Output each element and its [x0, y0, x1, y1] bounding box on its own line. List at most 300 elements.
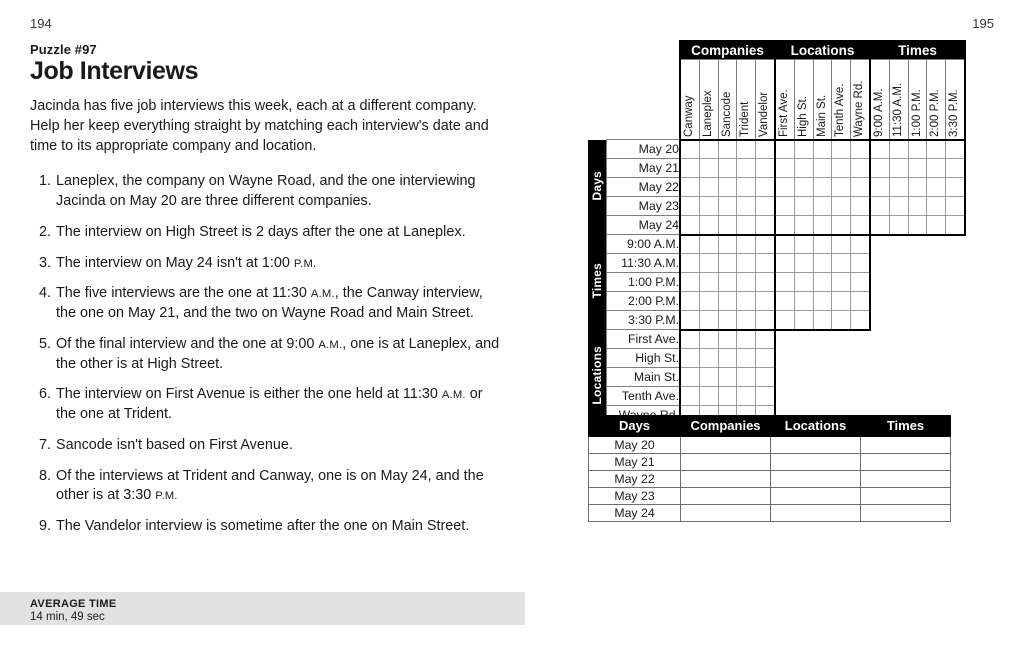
column-group-title: Locations	[775, 41, 870, 60]
grid-cell[interactable]	[699, 368, 718, 387]
grid-cell[interactable]	[908, 140, 927, 159]
grid-cell[interactable]	[927, 197, 946, 216]
row-item-label: Tenth Ave.	[606, 387, 680, 406]
grid-cell[interactable]	[889, 159, 908, 178]
grid-cell[interactable]	[718, 159, 737, 178]
grid-cell-void	[775, 349, 794, 368]
column-item-label	[794, 60, 813, 140]
grid-cell[interactable]	[680, 273, 699, 292]
grid-cell[interactable]	[718, 292, 737, 311]
grid-cell[interactable]	[756, 254, 775, 273]
grid-cell-void	[908, 292, 927, 311]
grid-cell-void	[870, 235, 889, 254]
grid-cell[interactable]	[775, 140, 794, 159]
grid-cell[interactable]	[813, 140, 832, 159]
grid-cell-void	[927, 387, 946, 406]
grid-cell[interactable]	[813, 216, 832, 235]
grid-cell[interactable]	[775, 216, 794, 235]
answer-locations-cell[interactable]	[771, 454, 861, 471]
column-item-label-text: Tenth Ave.	[834, 83, 847, 137]
answer-table-wrapper	[588, 415, 951, 522]
grid-cell[interactable]	[794, 178, 813, 197]
grid-cell[interactable]	[718, 254, 737, 273]
grid-cell-void	[927, 311, 946, 330]
grid-cell-void	[927, 349, 946, 368]
clue-text: Of the interviews at Trident and Canway, one is on May 24, and the other is at 3:30 P.M.	[56, 467, 484, 504]
grid-cell[interactable]	[699, 292, 718, 311]
column-item-label	[889, 60, 908, 140]
grid-cell[interactable]	[718, 349, 737, 368]
answer-table-header: Days	[589, 416, 681, 437]
answer-day-cell: May 21	[589, 454, 681, 471]
grid-cell[interactable]	[946, 216, 965, 235]
clue-item	[30, 254, 500, 274]
answer-table-header-row	[589, 416, 951, 437]
grid-cell-void	[832, 368, 851, 387]
row-item-label: First Ave.	[606, 330, 680, 349]
grid-cell-void	[927, 292, 946, 311]
row-group-title	[588, 235, 606, 330]
grid-cell[interactable]	[832, 159, 851, 178]
grid-cell[interactable]	[813, 254, 832, 273]
grid-cell[interactable]	[775, 235, 794, 254]
answer-companies-cell[interactable]	[681, 437, 771, 454]
grid-cell-void	[775, 330, 794, 349]
grid-cell[interactable]	[680, 159, 699, 178]
grid-cell[interactable]	[908, 178, 927, 197]
grid-row	[588, 349, 965, 368]
column-item-label	[718, 60, 737, 140]
answer-times-cell[interactable]	[861, 488, 951, 505]
grid-row	[588, 330, 965, 349]
grid-cell[interactable]	[737, 387, 756, 406]
column-item-label-text: 3:30 P.M.	[948, 88, 961, 137]
puzzle-text-column	[30, 42, 500, 548]
clue-text: The interview on May 24 isn't at 1:00 P.M.	[56, 254, 317, 271]
grid-cell-void	[813, 349, 832, 368]
grid-cell[interactable]	[699, 387, 718, 406]
grid-cell-void	[889, 273, 908, 292]
column-item-label	[737, 60, 756, 140]
grid-cell[interactable]	[718, 197, 737, 216]
grid-cell[interactable]	[889, 216, 908, 235]
grid-cell[interactable]	[946, 178, 965, 197]
grid-cell[interactable]	[680, 311, 699, 330]
row-item-label: May 22	[606, 178, 680, 197]
answer-locations-cell[interactable]	[771, 488, 861, 505]
grid-cell[interactable]	[794, 197, 813, 216]
grid-cell-void	[870, 254, 889, 273]
grid-cell-void	[813, 387, 832, 406]
grid-cell-void	[832, 387, 851, 406]
row-item-label: 1:00 P.M.	[606, 273, 680, 292]
grid-cell[interactable]	[832, 273, 851, 292]
grid-cell[interactable]	[832, 178, 851, 197]
grid-cell[interactable]	[737, 273, 756, 292]
answer-table	[588, 415, 951, 522]
row-item-label: May 20	[606, 140, 680, 159]
grid-cell[interactable]	[813, 292, 832, 311]
grid-row	[588, 387, 965, 406]
grid-cell[interactable]	[870, 178, 889, 197]
clue-text: Sancode isn't based on First Avenue.	[56, 436, 293, 453]
grid-cell-void	[889, 368, 908, 387]
grid-cell[interactable]	[775, 197, 794, 216]
grid-cell[interactable]	[718, 387, 737, 406]
row-item-label: 3:30 P.M.	[606, 311, 680, 330]
answer-companies-cell[interactable]	[681, 488, 771, 505]
grid-cell[interactable]	[737, 216, 756, 235]
row-group-title-text: Times	[589, 262, 604, 299]
grid-cell-void	[927, 235, 946, 254]
clue-item	[30, 436, 500, 456]
grid-cell[interactable]	[813, 178, 832, 197]
column-item-label	[680, 60, 699, 140]
answer-table-header: Companies	[681, 416, 771, 437]
grid-cell[interactable]	[680, 254, 699, 273]
grid-row	[588, 254, 965, 273]
grid-cell-void	[908, 387, 927, 406]
grid-cell[interactable]	[908, 159, 927, 178]
grid-cell[interactable]	[775, 273, 794, 292]
grid-cell[interactable]	[699, 254, 718, 273]
grid-cell[interactable]	[737, 197, 756, 216]
answer-times-cell[interactable]	[861, 505, 951, 522]
grid-row	[588, 216, 965, 235]
average-time-label: AVERAGE TIME	[30, 598, 117, 610]
grid-cell[interactable]	[832, 235, 851, 254]
grid-cell[interactable]	[718, 273, 737, 292]
grid-cell[interactable]	[851, 178, 870, 197]
grid-cell[interactable]	[851, 273, 870, 292]
grid-cell-void	[908, 330, 927, 349]
grid-row	[588, 197, 965, 216]
grid-cell[interactable]	[756, 216, 775, 235]
grid-cell[interactable]	[851, 292, 870, 311]
grid-cell[interactable]	[927, 140, 946, 159]
column-item-label-text: Vandelor	[758, 91, 771, 137]
row-item-label: High St.	[606, 349, 680, 368]
answer-day-cell: May 22	[589, 471, 681, 488]
clue-text: The interview on First Avenue is either the one held at 11:30 A.M. or the one at Trident.	[56, 386, 483, 423]
grid-cell[interactable]	[794, 254, 813, 273]
grid-cell[interactable]	[946, 197, 965, 216]
grid-cell[interactable]	[718, 178, 737, 197]
grid-cell[interactable]	[756, 349, 775, 368]
grid-cell[interactable]	[680, 330, 699, 349]
grid-cell[interactable]	[813, 159, 832, 178]
column-item-label-text: 9:00 A.M.	[872, 87, 885, 137]
grid-cell[interactable]	[756, 330, 775, 349]
grid-cell[interactable]	[680, 368, 699, 387]
grid-cell[interactable]	[699, 311, 718, 330]
row-item-label: 2:00 P.M.	[606, 292, 680, 311]
grid-cell[interactable]	[699, 349, 718, 368]
grid-cell[interactable]	[680, 387, 699, 406]
puzzle-number: Puzzle #97	[30, 42, 97, 57]
clue-item	[30, 335, 500, 374]
column-group-title: Times	[870, 41, 965, 60]
grid-cell-void	[946, 349, 965, 368]
grid-cell[interactable]	[908, 216, 927, 235]
grid-cell[interactable]	[756, 311, 775, 330]
grid-cell[interactable]	[680, 235, 699, 254]
grid-row	[588, 178, 965, 197]
clue-number: 5.	[38, 335, 51, 352]
grid-cell-void	[908, 254, 927, 273]
grid-cell[interactable]	[908, 197, 927, 216]
answer-times-cell[interactable]	[861, 454, 951, 471]
grid-cell[interactable]	[851, 216, 870, 235]
grid-cell[interactable]	[927, 216, 946, 235]
clue-text: Of the final interview and the one at 9:00 A.M., one is at Laneplex, and the other is at High Street.	[56, 335, 500, 372]
row-group-title-text: Days	[589, 170, 604, 201]
grid-cell[interactable]	[699, 273, 718, 292]
grid-cell-void	[946, 292, 965, 311]
clue-number: 7.	[38, 436, 51, 453]
grid-cell[interactable]	[756, 140, 775, 159]
column-item-label	[946, 60, 965, 140]
grid-cell-void	[775, 387, 794, 406]
column-item-label-text: Sancode	[720, 91, 733, 137]
grid-cell[interactable]	[737, 311, 756, 330]
grid-cell-void	[946, 254, 965, 273]
grid-cell[interactable]	[737, 292, 756, 311]
grid-cell[interactable]	[756, 178, 775, 197]
grid-cell[interactable]	[889, 197, 908, 216]
column-item-label	[908, 60, 927, 140]
grid-cell[interactable]	[794, 273, 813, 292]
answer-table-header: Times	[861, 416, 951, 437]
grid-cell[interactable]	[680, 197, 699, 216]
row-item-label: Main St.	[606, 368, 680, 387]
answer-table-row	[589, 505, 951, 522]
grid-cell-void	[851, 387, 870, 406]
grid-cell[interactable]	[775, 311, 794, 330]
grid-cell[interactable]	[870, 140, 889, 159]
grid-cell[interactable]	[737, 368, 756, 387]
row-group-title	[588, 330, 606, 425]
grid-row	[588, 368, 965, 387]
clue-number: 4.	[38, 285, 51, 302]
grid-cell[interactable]	[756, 197, 775, 216]
grid-cell[interactable]	[889, 140, 908, 159]
grid-cell-void	[889, 292, 908, 311]
grid-cell[interactable]	[699, 197, 718, 216]
clue-number: 1.	[38, 173, 51, 190]
grid-row	[588, 140, 965, 159]
grid-cell[interactable]	[699, 159, 718, 178]
grid-cell[interactable]	[851, 159, 870, 178]
grid-cell[interactable]	[718, 216, 737, 235]
grid-cell[interactable]	[832, 292, 851, 311]
grid-cell-void	[908, 235, 927, 254]
grid-cell[interactable]	[851, 140, 870, 159]
grid-cell[interactable]	[813, 235, 832, 254]
column-item-label	[870, 60, 889, 140]
clue-list	[30, 172, 500, 536]
answer-locations-cell[interactable]	[771, 505, 861, 522]
answer-table-row	[589, 471, 951, 488]
grid-cell[interactable]	[870, 216, 889, 235]
column-item-label-text: Laneplex	[701, 89, 714, 137]
grid-cell[interactable]	[851, 235, 870, 254]
grid-cell-void	[813, 368, 832, 387]
grid-cell[interactable]	[680, 140, 699, 159]
grid-cell[interactable]	[794, 216, 813, 235]
answer-companies-cell[interactable]	[681, 471, 771, 488]
grid-cell[interactable]	[718, 140, 737, 159]
grid-row	[588, 159, 965, 178]
grid-cell[interactable]	[737, 159, 756, 178]
column-item-label	[756, 60, 775, 140]
grid-cell[interactable]	[737, 330, 756, 349]
column-item-label	[851, 60, 870, 140]
answer-companies-cell[interactable]	[681, 454, 771, 471]
clue-item	[30, 223, 500, 243]
grid-cell[interactable]	[718, 330, 737, 349]
clue-text: The Vandelor interview is sometime after the one on Main Street.	[56, 518, 470, 534]
grid-cell[interactable]	[946, 140, 965, 159]
logic-grid	[588, 40, 966, 426]
grid-cell[interactable]	[794, 235, 813, 254]
grid-cell[interactable]	[870, 197, 889, 216]
grid-cell[interactable]	[699, 178, 718, 197]
grid-cell-void	[870, 368, 889, 387]
grid-cell-void	[870, 349, 889, 368]
clue-text: The five interviews are the one at 11:30 A.M., the Canway interview, the one on May 21, and the two on Wayne Road and Main Street.	[56, 285, 483, 322]
grid-row	[588, 292, 965, 311]
answer-times-cell[interactable]	[861, 471, 951, 488]
grid-cell[interactable]	[699, 216, 718, 235]
grid-cell-void	[794, 349, 813, 368]
grid-row	[588, 311, 965, 330]
grid-cell[interactable]	[718, 368, 737, 387]
grid-cell[interactable]	[775, 292, 794, 311]
grid-cell[interactable]	[832, 197, 851, 216]
grid-cell[interactable]	[718, 235, 737, 254]
grid-cell[interactable]	[756, 368, 775, 387]
grid-cell[interactable]	[699, 140, 718, 159]
grid-cell[interactable]	[756, 292, 775, 311]
grid-cell-void	[927, 254, 946, 273]
grid-cell[interactable]	[756, 159, 775, 178]
grid-cell[interactable]	[832, 254, 851, 273]
grid-cell[interactable]	[680, 292, 699, 311]
grid-cell-void	[946, 387, 965, 406]
grid-cell[interactable]	[699, 235, 718, 254]
row-item-label: May 21	[606, 159, 680, 178]
grid-cell[interactable]	[699, 330, 718, 349]
grid-cell[interactable]	[737, 140, 756, 159]
grid-row	[588, 235, 965, 254]
answer-table-row	[589, 437, 951, 454]
column-item-label-text: 2:00 P.M.	[929, 88, 942, 137]
grid-cell[interactable]	[794, 159, 813, 178]
grid-cell[interactable]	[775, 178, 794, 197]
grid-cell[interactable]	[756, 235, 775, 254]
grid-cell[interactable]	[813, 197, 832, 216]
grid-cell-void	[870, 330, 889, 349]
grid-cell[interactable]	[756, 273, 775, 292]
clue-item	[30, 172, 500, 211]
row-group-title-text: Locations	[589, 346, 604, 405]
grid-cell[interactable]	[737, 254, 756, 273]
grid-cell[interactable]	[927, 178, 946, 197]
grid-cell[interactable]	[927, 159, 946, 178]
grid-cell[interactable]	[737, 349, 756, 368]
grid-cell-void	[851, 368, 870, 387]
grid-cell[interactable]	[794, 292, 813, 311]
grid-cell[interactable]	[851, 197, 870, 216]
grid-cell-void	[927, 368, 946, 387]
answer-day-cell: May 20	[589, 437, 681, 454]
answer-table-header: Locations	[771, 416, 861, 437]
grid-row	[588, 273, 965, 292]
grid-cell-void	[832, 349, 851, 368]
grid-cell[interactable]	[794, 311, 813, 330]
grid-cell[interactable]	[832, 216, 851, 235]
grid-cell-void	[946, 311, 965, 330]
grid-cell-void	[927, 330, 946, 349]
grid-cell[interactable]	[737, 235, 756, 254]
grid-cell[interactable]	[737, 178, 756, 197]
clue-item	[30, 385, 500, 424]
answer-companies-cell[interactable]	[681, 505, 771, 522]
grid-cell[interactable]	[832, 140, 851, 159]
grid-cell[interactable]	[680, 349, 699, 368]
grid-cell[interactable]	[794, 140, 813, 159]
grid-cell-void	[889, 311, 908, 330]
grid-cell[interactable]	[718, 311, 737, 330]
grid-cell-void	[794, 368, 813, 387]
grid-cell-void	[927, 273, 946, 292]
grid-cell[interactable]	[775, 254, 794, 273]
puzzle-intro: Jacinda has five job interviews this week, each at a different company. Help her keep everything straight by matching each interview's date and time to its appropriate company and location.	[30, 98, 489, 154]
grid-cell-void	[908, 368, 927, 387]
grid-cell[interactable]	[813, 311, 832, 330]
grid-cell[interactable]	[832, 311, 851, 330]
grid-cell[interactable]	[680, 216, 699, 235]
grid-cell-void	[794, 330, 813, 349]
grid-cell-void	[889, 330, 908, 349]
answer-locations-cell[interactable]	[771, 437, 861, 454]
answer-locations-cell[interactable]	[771, 471, 861, 488]
grid-cell[interactable]	[851, 254, 870, 273]
puzzle-title: Job Interviews	[30, 57, 199, 85]
grid-cell[interactable]	[775, 159, 794, 178]
column-item-label	[927, 60, 946, 140]
grid-cell-void	[889, 349, 908, 368]
grid-cell[interactable]	[946, 159, 965, 178]
grid-cell-void	[889, 254, 908, 273]
answer-table-row	[589, 454, 951, 471]
grid-cell[interactable]	[870, 159, 889, 178]
column-item-label-text: 1:00 P.M.	[910, 88, 923, 137]
grid-cell-void	[889, 387, 908, 406]
column-group-title: Companies	[680, 41, 775, 60]
grid-cell[interactable]	[889, 178, 908, 197]
grid-cell[interactable]	[680, 178, 699, 197]
grid-cell[interactable]	[756, 387, 775, 406]
answer-times-cell[interactable]	[861, 437, 951, 454]
clue-text: Laneplex, the company on Wayne Road, and the one interviewing Jacinda on May 20 are three different companies.	[56, 173, 476, 210]
column-item-label-text: First Ave.	[777, 88, 790, 137]
average-time-value: 14 min, 49 sec	[30, 611, 105, 623]
grid-cell[interactable]	[851, 311, 870, 330]
grid-cell[interactable]	[813, 273, 832, 292]
grid-cell-void	[946, 330, 965, 349]
